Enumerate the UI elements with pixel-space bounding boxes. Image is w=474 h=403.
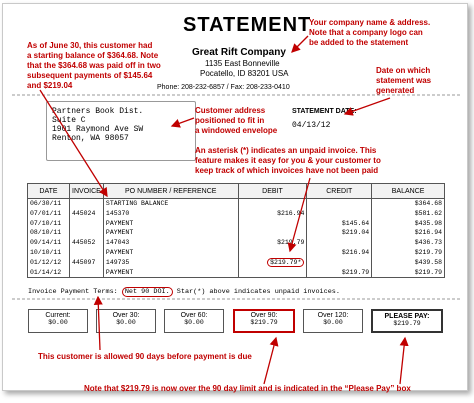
cell-debit: $219.79: [238, 238, 307, 248]
aging-value: $219.79: [250, 319, 278, 326]
annotation-statement-date: Date on which statement was generated: [376, 66, 432, 95]
customer-address-line: Suite C: [52, 116, 86, 125]
annotation-terms: This customer is allowed 90 days before payment is due: [38, 352, 252, 361]
arrow-to-company: [292, 36, 308, 52]
cell-reference: STARTING BALANCE: [103, 199, 238, 209]
cell-reference: 145370: [103, 209, 238, 219]
cell-credit: $216.94: [307, 248, 372, 258]
arrow-to-statement-date: [345, 98, 390, 114]
column-header-date: DATE: [28, 184, 70, 199]
cell-reference: PAYMENT: [103, 219, 238, 229]
aging-label: Current:: [45, 312, 71, 319]
column-header-invoice: INVOICE: [69, 184, 103, 199]
column-header-balance: BALANCE: [372, 184, 445, 199]
cell-balance: $435.98: [372, 219, 445, 229]
cell-credit: $145.64: [307, 219, 372, 229]
unpaid-circle: $219.79*: [267, 258, 304, 267]
cell-invoice: 445024: [69, 209, 103, 219]
aging-value: $0.00: [184, 319, 204, 326]
cell-balance: $436.73: [372, 238, 445, 248]
statement-date-label: STATEMENT DATE:: [292, 108, 357, 115]
please-pay-value: $219.79: [393, 320, 421, 327]
please-pay-label: PLEASE PAY:: [384, 313, 430, 320]
aging-value: $0.00: [116, 319, 136, 326]
cell-reference: PAYMENT: [103, 248, 238, 258]
customer-address-line: 1901 Raymond Ave SW: [52, 125, 144, 134]
annotation-please-pay: Note that $219.79 is now over the 90 day limit and is indicated in the “Please Pay” box: [84, 384, 411, 393]
company-address-line2: Pocatello, ID 83201 USA: [200, 69, 289, 78]
arrow-to-please-pay: [400, 338, 405, 384]
cell-date: 06/30/11: [28, 199, 70, 209]
company-address-line1: 1135 East Bonneville: [205, 59, 280, 68]
arrow-to-unpaid-invoice: [290, 178, 310, 251]
terms-suffix: Star(*) above indicates unpaid invoices.: [176, 288, 340, 296]
arrow-to-terms: [98, 297, 100, 350]
cell-balance: $219.79: [372, 268, 445, 278]
cell-balance: $219.79: [372, 248, 445, 258]
company-phone: Phone: 208-232-6857 / Fax: 208-233-0410: [157, 84, 290, 91]
cell-reference: PAYMENT: [103, 228, 238, 238]
column-header-debit: DEBIT: [238, 184, 307, 199]
cell-credit: $219.79: [307, 268, 372, 278]
cell-balance: $439.58: [372, 258, 445, 268]
aging-label: Over 90:: [250, 312, 278, 319]
company-name: Great Rift Company: [192, 47, 286, 58]
aging-label: Over 30:: [112, 312, 140, 319]
customer-address-line: Renton, WA 98057: [52, 134, 129, 143]
aging-label: Over 60:: [180, 312, 208, 319]
aging-value: $0.00: [48, 319, 68, 326]
cell-date: 08/10/11: [28, 228, 70, 238]
annotation-asterisk: An asterisk (*) indicates an unpaid invoice. This feature makes it easy for you & your customer to keep track of which invoices have not been paid: [195, 146, 381, 175]
cell-date: 10/10/11: [28, 248, 70, 258]
statement-title: STATEMENT: [183, 14, 312, 36]
customer-address-line: Partners Book Dist.: [52, 107, 144, 116]
aging-value: $0.00: [323, 319, 343, 326]
statement-date-value: 04/13/12: [292, 121, 331, 130]
cell-debit: $216.94: [238, 209, 307, 219]
terms-value: Net 90 DOI.: [122, 287, 173, 297]
annotation-company: Your company name & address. Note that a company logo can be added to the statement: [309, 18, 431, 47]
cell-date: 09/14/11: [28, 238, 70, 248]
aging-label: Over 120:: [317, 312, 349, 319]
column-header-credit: CREDIT: [307, 184, 372, 199]
arrow-to-customer-address: [172, 118, 194, 126]
cell-balance: $216.94: [372, 228, 445, 238]
annotation-starting-balance: As of June 30, this customer had a starting balance of $364.68. Note that the $364.68 was paid off in two subsequent payments of $145.64 and $219.04: [27, 41, 161, 90]
cell-date: 01/14/12: [28, 268, 70, 278]
arrow-to-starting-balance: [40, 90, 107, 196]
terms-prefix: Invoice Payment Terms:: [28, 288, 118, 296]
cell-balance: $581.62: [372, 209, 445, 219]
cell-date: 07/01/11: [28, 209, 70, 219]
cell-reference: 149735: [103, 258, 238, 268]
cell-date: 07/10/11: [28, 219, 70, 229]
cell-date: 01/12/12: [28, 258, 70, 268]
column-header-reference: PO NUMBER / REFERENCE: [103, 184, 238, 199]
cell-credit: $219.04: [307, 228, 372, 238]
cell-reference: 147043: [103, 238, 238, 248]
cell-reference: PAYMENT: [103, 268, 238, 278]
cell-invoice: 445052: [69, 238, 103, 248]
annotation-customer-address: Customer address positioned to fit in a windowed envelope: [195, 106, 278, 135]
cell-balance: $364.68: [372, 199, 445, 209]
arrow-to-over90: [264, 338, 276, 384]
cell-invoice: 445097: [69, 258, 103, 268]
